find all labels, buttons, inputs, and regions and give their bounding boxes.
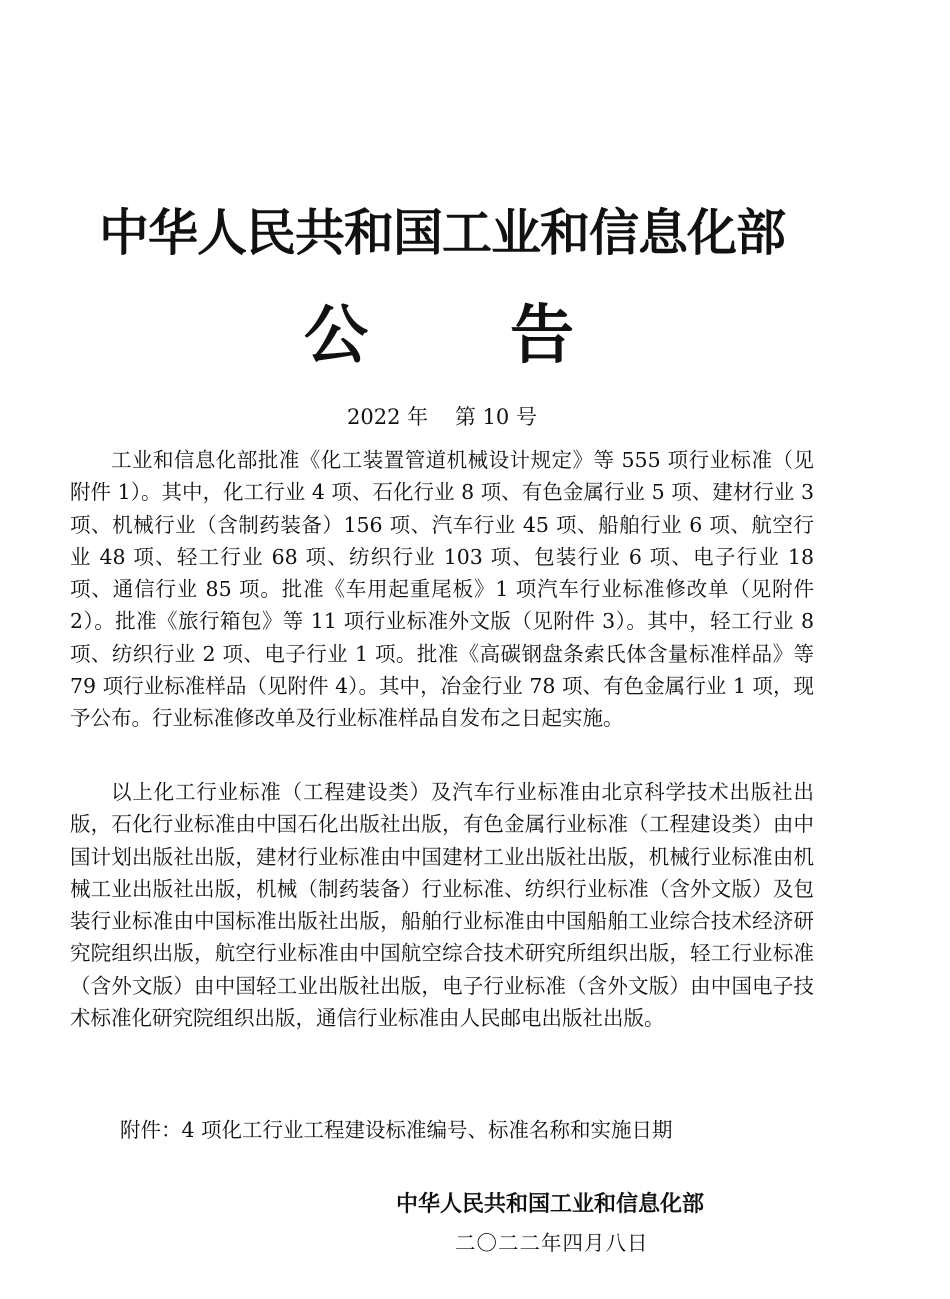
document-number: 2022 年 第 10 号 [347,405,537,429]
body-paragraph-1 [70,444,814,735]
issuer-title: 中华人民共和国工业和信息化部 [99,204,785,262]
attachment-note: 附件：4 项化工行业工程建设标准编号、标准名称和实施日期 [120,1118,673,1142]
paragraph-text: 以上化工行业标准（工程建设类）及汽车行业标准由北京科学技术出版社出版，石化行业标准由中国石化出版社出版，有色金属行业标准（工程建设类）由中国计划出版社出版，建材行业标准由中国建材工业出版社出版，机械行业标准由机械工业出版社出版，机械（制药装备）行业标准、纺织行业标准（含外文版）及包装行业标准由中国标准出版社出版，船舶行业标准由中国船舶工业综合技术经济研究院组织出版，航空行业标准由中国航空综合技术研究所组织出版，轻工行业标准（含外文版）由中国轻工业出版社出版，电子行业标准（含外文版）由中国电子技术标准化研究院组织出版，通信行业标准由人民邮电出版社出版。 [70,780,814,1031]
doc-type-char-2: 告 [510,299,574,373]
paragraph-text: 工业和信息化部批准《化工装置管道机械设计规定》等 555 项行业标准（见附件 1）。其中，化工行业 4 项、石化行业 8 项、有色金属行业 5 项、建材行业 3 项、机械行业（含制药装备）156 项、汽车行业 45 项、船舶行业 6 项、航空行业 48 项、轻工行业 68 项、纺织行业 103 项、包装行业 6 项、电子行业 18 项、通信行业 85 项。批准《车用起重尾板》1 项汽车行业标准修改单（见附件 2）。批准《旅行箱包》等 11 项行业标准外文版（见附件 3）。其中，轻工行业 8 项、纺织行业 2 项、电子行业 1 项。批准《高碳钢盘条索氏体含量标准样品》等 79 项行业标准样品（见附件 4）。其中，冶金行业 78 项、有色金属行业 1 项，现予公布。行业标准修改单及行业标准样品自发布之日起实施。 [70,448,814,731]
doc-type-char-1: 公 [304,299,368,373]
body-paragraph-2 [70,776,814,1034]
doc-type-title [0,296,950,376]
signature-date: 二〇二二年四月八日 [455,1231,649,1255]
signature-organization: 中华人民共和国工业和信息化部 [396,1192,705,1217]
